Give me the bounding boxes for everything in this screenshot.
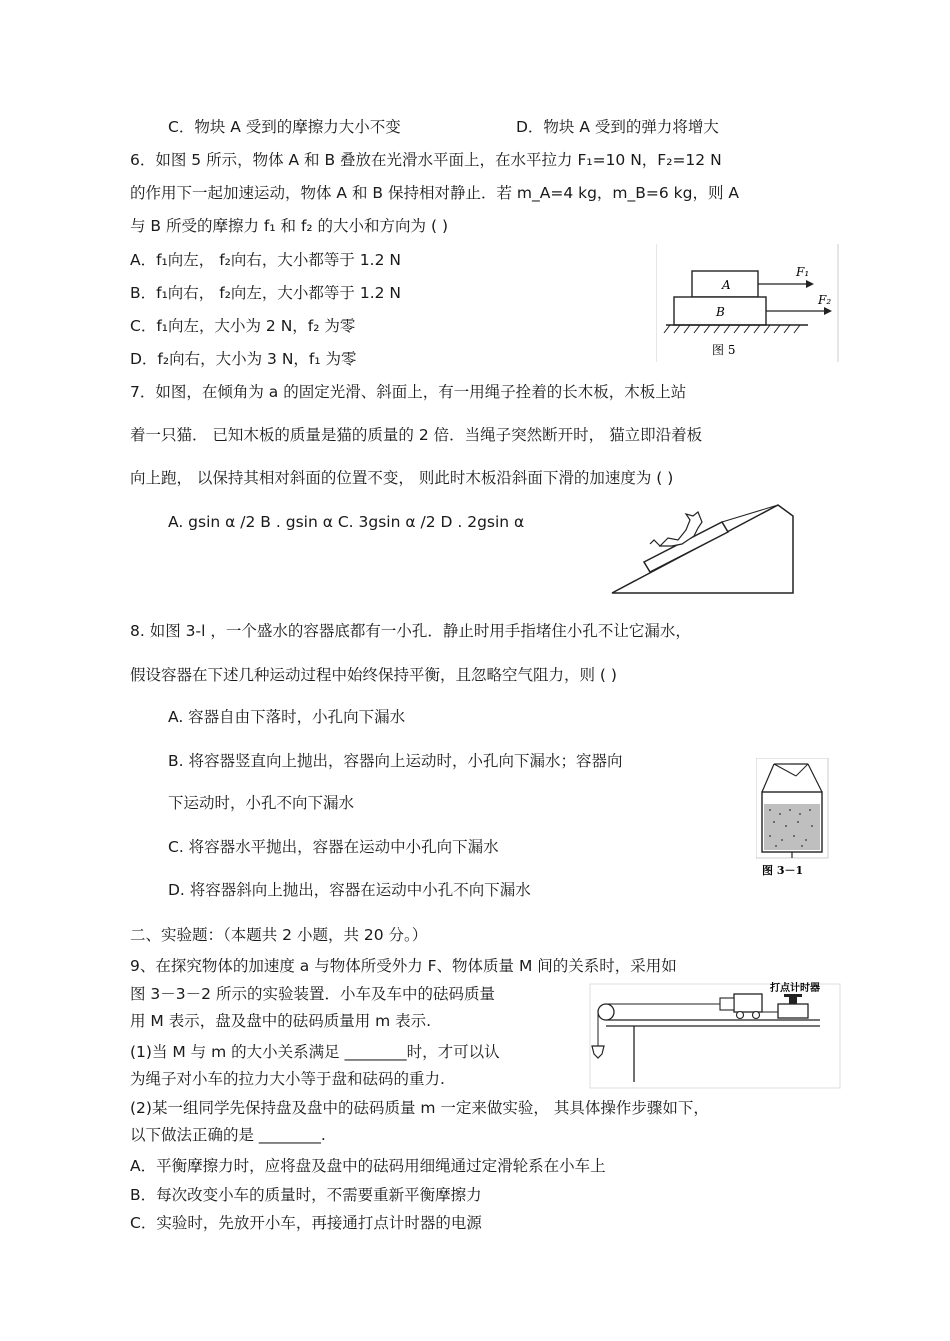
q9-part2-line1: (2)某一组同学先保持盘及盘中的砝码质量 m 一定来做实验， 其具体操作步骤如下，	[130, 1099, 709, 1117]
q9-part1-line2: 为绳子对小车的拉力大小等于盘和砝码的重力.	[130, 1070, 445, 1088]
q5-option-c: C．物块 A 受到的摩擦力大小不变	[168, 118, 401, 136]
q9-option-c: C．实验时，先放开小车，再接通打点计时器的电源	[130, 1214, 482, 1232]
section-2-title: 二、实验题：（本题共 2 小题，共 20 分。）	[130, 926, 428, 944]
figure-5-caption: 图 5	[712, 343, 736, 357]
figure-3-3-2-experiment-setup	[588, 982, 842, 1094]
q6-stem-line2: 的作用下一起加速运动，物体 A 和 B 保持相对静止．若 m_A=4 kg，m_B=6 kg，则 A	[130, 184, 740, 202]
q8-option-c: C. 将容器水平抛出，容器在运动中小孔向下漏水	[168, 838, 499, 856]
label-b: B	[716, 305, 725, 319]
figure-3-1-water-container	[756, 758, 830, 882]
q7-stem-line1: 7．如图，在倾角为 a 的固定光滑、斜面上，有一用绳子拴着的长木板，木板上站	[130, 383, 687, 401]
q6-stem-line1: 6．如图 5 所示，物体 A 和 B 叠放在光滑水平面上，在水平拉力 F₁=10 N，F₂=12 N	[130, 151, 722, 169]
q8-option-b-line1: B. 将容器竖直向上抛出，容器向上运动时，小孔向下漏水；容器向	[168, 752, 623, 770]
q9-part2-line2: 以下做法正确的是 ________.	[130, 1126, 326, 1144]
q9-stem-line1: 9、在探究物体的加速度 a 与物体所受外力 F、物体质量 M 间的关系时，采用如	[130, 957, 677, 975]
timer-icon	[778, 1004, 808, 1018]
cart	[734, 994, 762, 1012]
q9-stem-line2: 图 3－3－2 所示的实验装置．小车及车中的砝码质量	[130, 985, 495, 1003]
q8-stem-line1: 8. 如图 3-l ，一个盛水的容器底都有一小孔．静止时用手指堵住小孔不让它漏水，	[130, 622, 691, 640]
timer-label: 打点计时器	[770, 983, 820, 994]
q7-stem-line3: 向上跑， 以保持其相对斜面的位置不变， 则此时木板沿斜面下滑的加速度为 ( )	[130, 469, 674, 487]
q6-option-a: A．f₁向左， f₂向右，大小都等于 1.2 N	[130, 251, 401, 269]
q6-option-d: D．f₂向右，大小为 3 N，f₁ 为零	[130, 350, 357, 368]
label-a: A	[722, 278, 731, 292]
figure-3-1-caption: 图 3－1	[762, 864, 804, 877]
q9-stem-line3: 用 M 表示，盘及盘中的砝码质量用 m 表示.	[130, 1012, 432, 1030]
pulley-icon	[598, 1004, 614, 1020]
q8-stem-line2: 假设容器在下述几种运动过程中始终保持平衡，且忽略空气阻力，则 ( )	[130, 666, 617, 684]
figure-incline-cat	[598, 500, 803, 604]
q6-option-b: B．f₁向右， f₂向左，大小都等于 1.2 N	[130, 284, 402, 302]
q9-part1-line1: (1)当 M 与 m 的大小关系满足 ________时，才可以认	[130, 1043, 500, 1061]
q8-option-d: D. 将容器斜向上抛出，容器在运动中小孔不向下漏水	[168, 881, 531, 899]
q8-option-b-line2: 下运动时，小孔不向下漏水	[168, 794, 355, 812]
q6-option-c: C．f₁向左，大小为 2 N，f₂ 为零	[130, 317, 356, 335]
water	[764, 804, 820, 850]
q9-option-b: B．每次改变小车的质量时，不需要重新平衡摩擦力	[130, 1186, 482, 1204]
label-f2: F₂	[818, 293, 832, 307]
q7-options: A. gsin α /2 B . gsin α C. 3gsin α /2 D . 2gsin α	[168, 513, 525, 531]
label-f1: F₁	[796, 265, 810, 279]
figure-5-stacked-blocks	[656, 244, 842, 366]
q8-option-a: A. 容器自由下落时，小孔向下漏水	[168, 708, 406, 726]
q6-stem-line3: 与 B 所受的摩擦力 f₁ 和 f₂ 的大小和方向为 ( )	[130, 217, 448, 235]
incline	[612, 505, 793, 593]
q5-option-d: D．物块 A 受到的弹力将增大	[516, 118, 719, 136]
q7-stem-line2: 着一只猫． 已知木板的质量是猫的质量的 2 倍．当绳子突然断开时， 猫立即沿着板	[130, 426, 703, 444]
q9-option-a: A．平衡摩擦力时，应将盘及盘中的砝码用细绳通过定滑轮系在小车上	[130, 1157, 606, 1175]
